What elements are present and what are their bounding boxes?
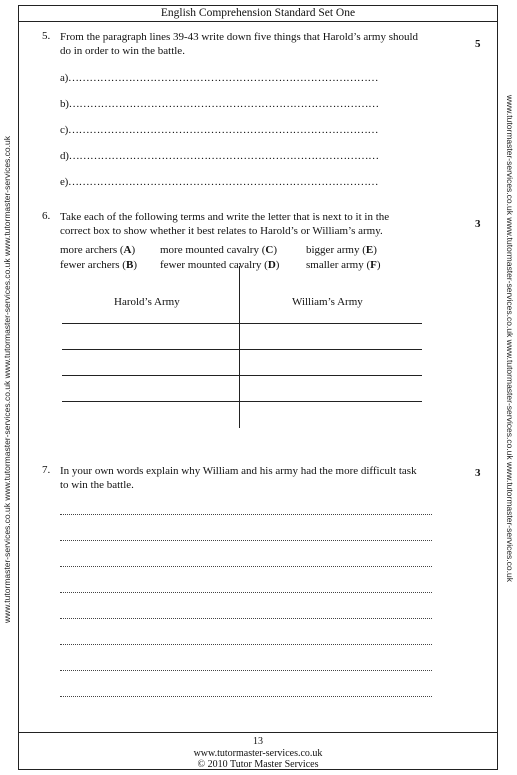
answer-line-b[interactable]: b)…………………………………………………………………………… bbox=[60, 98, 379, 110]
q7-answer-line[interactable] bbox=[60, 514, 432, 515]
term-letter: D bbox=[267, 259, 276, 271]
question-7-text-line1: In your own words explain why William and his army had the more difficult task bbox=[60, 465, 417, 477]
question-5-text-line2: do in order to win the battle. bbox=[60, 45, 185, 57]
question-5-marks: 5 bbox=[475, 38, 481, 50]
question-6-number: 6. bbox=[42, 210, 51, 222]
term-more-mounted-cavalry: more mounted cavalry (C) bbox=[160, 244, 278, 256]
question-6-marks: 3 bbox=[475, 218, 481, 230]
q7-answer-line[interactable] bbox=[60, 592, 432, 593]
answer-line-d[interactable]: d)…………………………………………………………………………… bbox=[60, 150, 379, 162]
term-fewer-archers: fewer archers (B) bbox=[60, 259, 137, 271]
answer-line-c[interactable]: c)…………………………………………………………………………… bbox=[60, 124, 379, 136]
term-label: fewer archers bbox=[60, 259, 120, 271]
term-fewer-mounted-cavalry: fewer mounted cavalry (D) bbox=[160, 259, 280, 271]
table-divider bbox=[239, 266, 240, 428]
question-7-number: 7. bbox=[42, 464, 51, 476]
term-smaller-army: smaller army (F) bbox=[306, 259, 381, 271]
term-label: more mounted cavalry bbox=[160, 244, 259, 256]
left-margin-watermark: www.tutormaster-services.co.uk www.tutormaster-services.co.uk www.tutormaster-services.co.uk www.tutormaster-services.co.uk bbox=[2, 136, 12, 623]
term-label: bigger army bbox=[306, 244, 360, 256]
table-header-harold: Harold’s Army bbox=[114, 296, 180, 308]
term-label: fewer mounted cavalry bbox=[160, 259, 262, 271]
q7-answer-line[interactable] bbox=[60, 566, 432, 567]
term-more-archers: more archers (A) bbox=[60, 244, 136, 256]
right-margin-watermark: www.tutormaster-services.co.uk www.tutormaster-services.co.uk www.tutormaster-services.co.uk www.tutormaster-services.co.uk bbox=[505, 95, 515, 582]
q7-answer-line[interactable] bbox=[60, 670, 432, 671]
footer-url: www.tutormaster-services.co.uk bbox=[193, 748, 323, 759]
q7-answer-line[interactable] bbox=[60, 696, 432, 697]
term-letter: B bbox=[125, 259, 134, 271]
question-7-text-line2: to win the battle. bbox=[60, 479, 134, 491]
table-row-line bbox=[62, 323, 422, 324]
term-letter: F bbox=[370, 259, 377, 271]
table-row-line bbox=[62, 401, 422, 402]
table-header-william: William’s Army bbox=[292, 296, 363, 308]
term-letter: E bbox=[365, 244, 374, 256]
q7-answer-line[interactable] bbox=[60, 618, 432, 619]
answer-line-a[interactable]: a)…………………………………………………………………………… bbox=[60, 72, 379, 84]
question-5-number: 5. bbox=[42, 30, 51, 42]
question-7-marks: 3 bbox=[475, 467, 481, 479]
footer-divider bbox=[18, 732, 498, 733]
term-label: smaller army bbox=[306, 259, 364, 271]
term-label: more archers bbox=[60, 244, 118, 256]
question-5-text-line1: From the paragraph lines 39-43 write down five things that Harold’s army should bbox=[60, 31, 419, 43]
q7-answer-line[interactable] bbox=[60, 540, 432, 541]
page-header: English Comprehension Standard Set One bbox=[18, 5, 498, 22]
question-6-text-line1: Take each of the following terms and write the letter that is next to it in the bbox=[60, 211, 390, 223]
table-row-line bbox=[62, 375, 422, 376]
footer-copyright: © 2010 Tutor Master Services bbox=[197, 759, 319, 770]
answer-line-e[interactable]: e)…………………………………………………………………………… bbox=[60, 176, 379, 188]
term-letter: A bbox=[123, 244, 132, 256]
term-bigger-army: bigger army (E) bbox=[306, 244, 377, 256]
question-6-text-line2: correct box to show whether it best relates to Harold’s or William’s army. bbox=[60, 225, 383, 237]
q7-answer-line[interactable] bbox=[60, 644, 432, 645]
page-frame bbox=[18, 5, 498, 770]
table-row-line bbox=[62, 349, 422, 350]
term-letter: C bbox=[265, 244, 274, 256]
page-number: 13 bbox=[253, 736, 263, 747]
